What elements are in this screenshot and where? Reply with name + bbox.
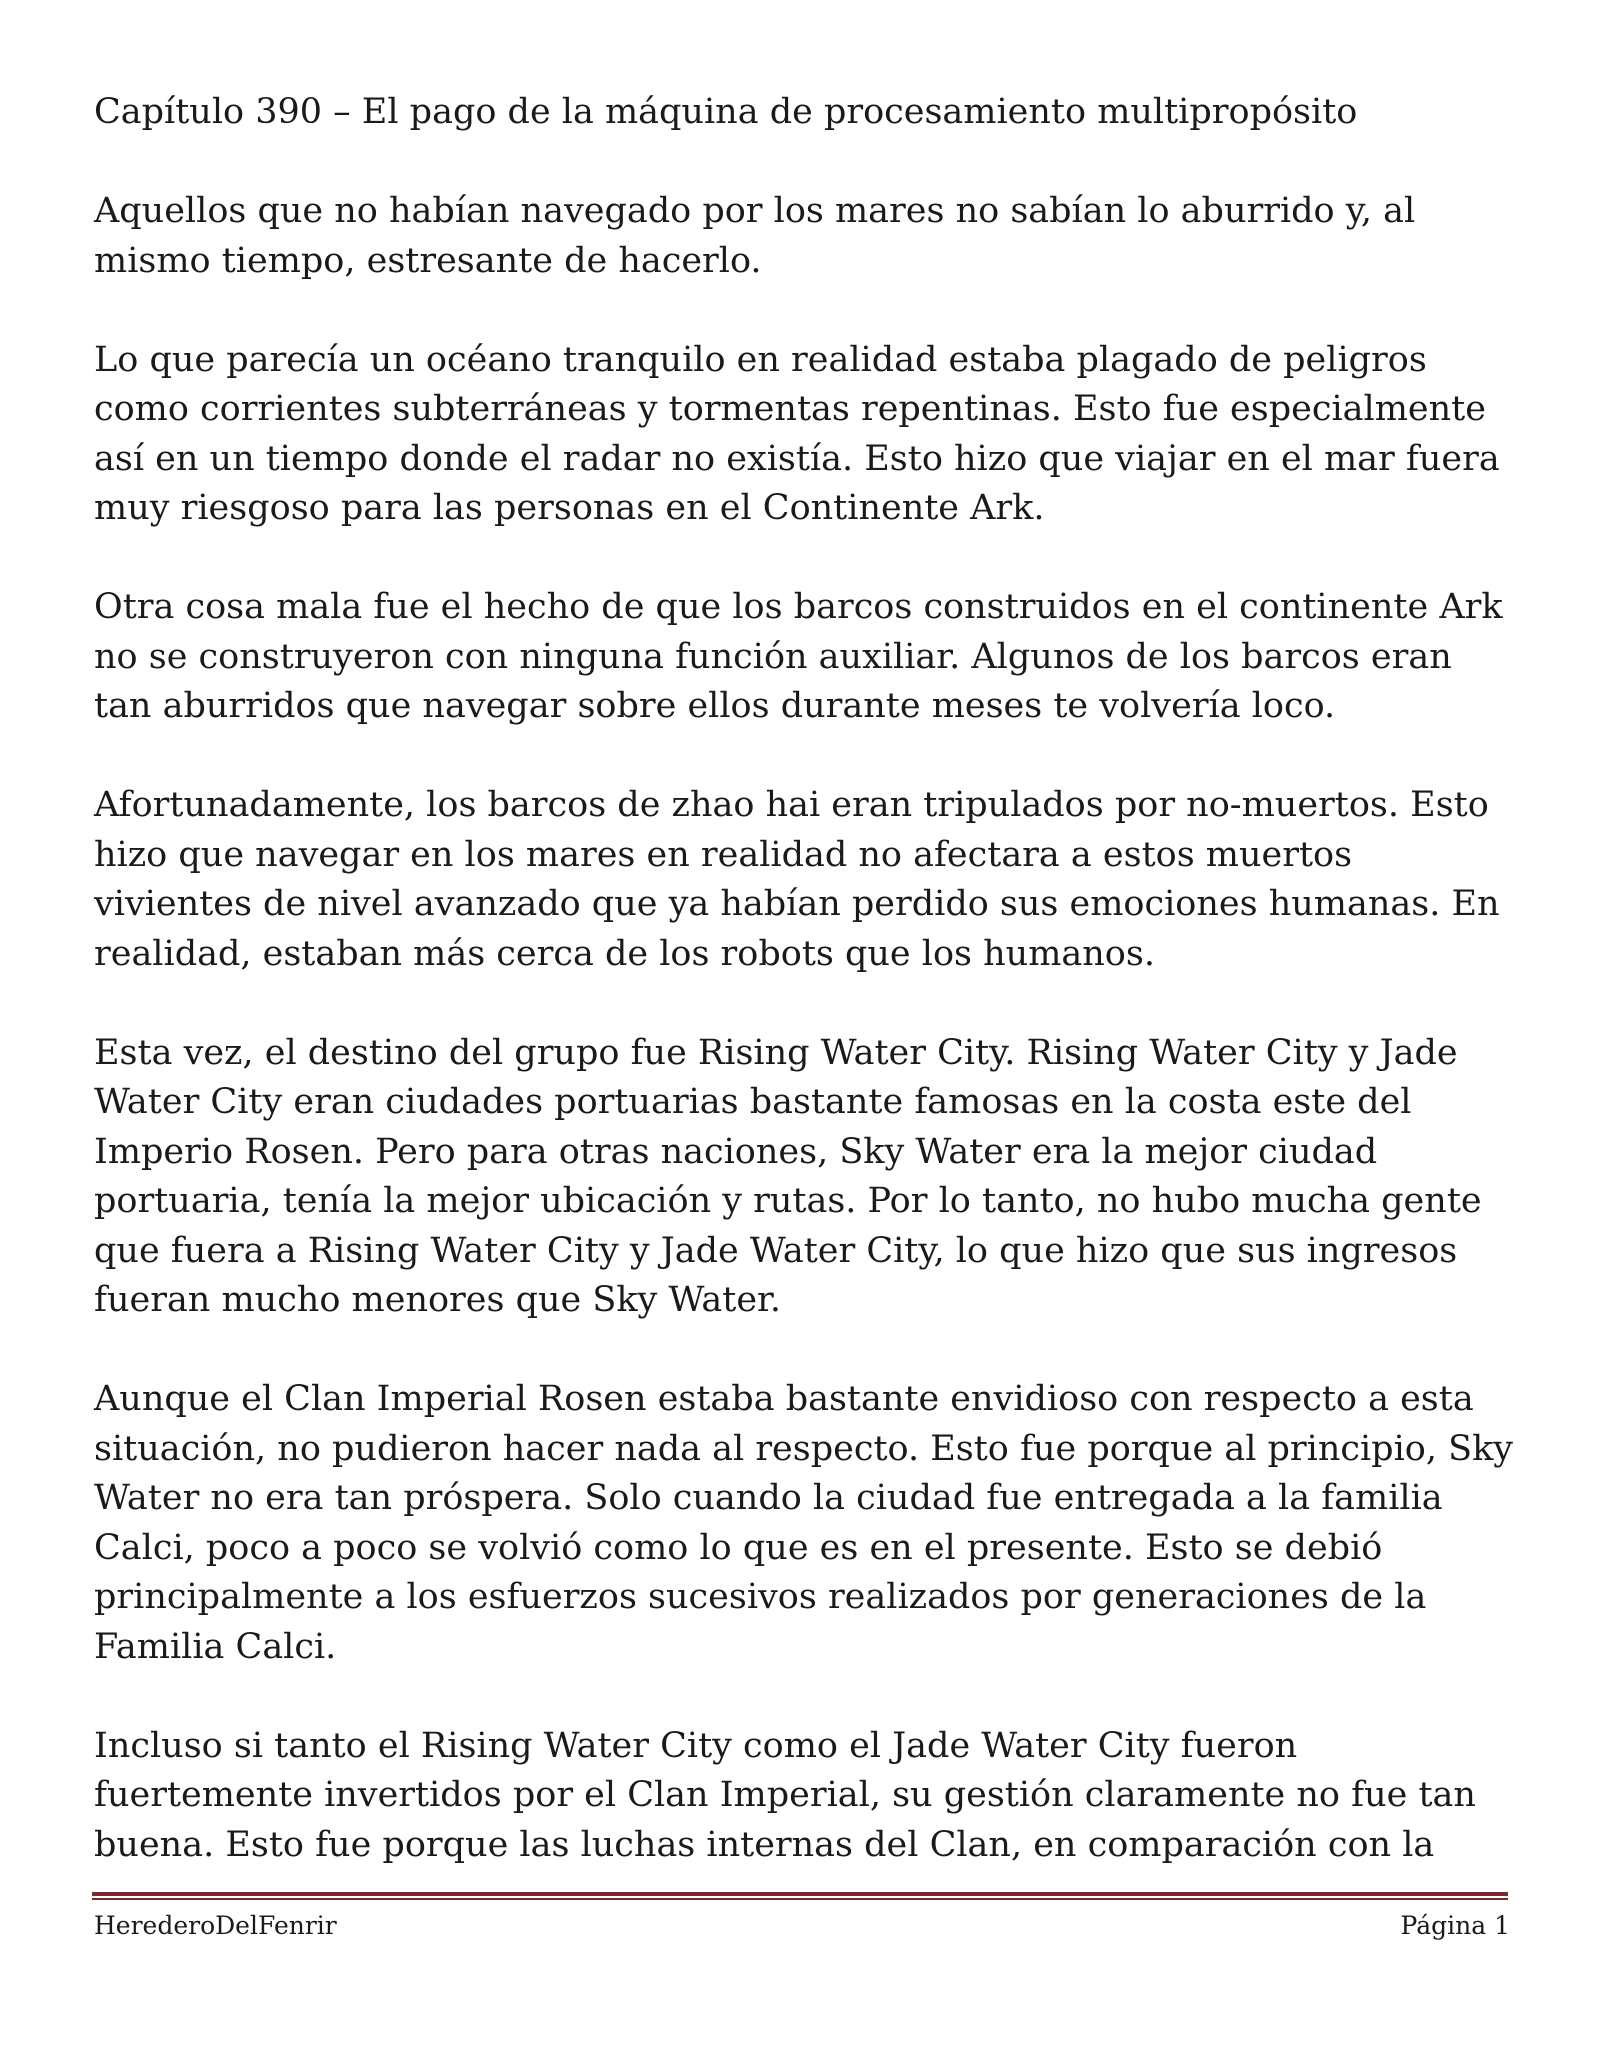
- paragraph-5: Esta vez, el destino del grupo fue Rising Water City. Rising Water City y Jade Water City eran ciudades portuarias bastante famosas en la costa este del Imperio Rosen. Pero para otras naciones, Sky Water era la mejor ciudad portuaria, tenía la mejor ubicación y rutas. Por lo tanto, no hubo mucha gente que fuera a Rising Water City y Jade Water City, lo que hizo que sus ingresos fueran mucho menores que Sky Water.: [94, 1032, 1482, 1320]
- paragraph-2: Lo que parecía un océano tranquilo en realidad estaba plagado de peligros como corrientes subterráneas y tormentas repentinas. Esto fue especialmente así en un tiempo donde el radar no existía. Esto hizo que viajar en el mar fuera muy riesgoso para las personas en el Continente Ark.: [94, 339, 1500, 528]
- paragraph-7: Incluso si tanto el Rising Water City como el Jade Water City fueron fuertemente invertidos por el Clan Imperial, su gestión claramente no fue tan buena. Esto fue porque las luchas internas del Clan, en comparación con la: [94, 1725, 1476, 1865]
- document-body: [94, 88, 1514, 1920]
- chapter-title: Capítulo 390 – El pago de la máquina de procesamiento multipropósito: [94, 92, 1358, 132]
- footer-divider-thin: [92, 1898, 1508, 1900]
- paragraph-1: Aquellos que no habían navegado por los mares no sabían lo aburrido y, al mismo tiempo, estresante de hacerlo.: [94, 191, 1416, 281]
- footer-divider: [92, 1892, 1508, 1899]
- footer-divider-thick: [92, 1892, 1508, 1896]
- footer-page-number: Página 1: [1400, 1911, 1510, 1940]
- footer-author: HerederoDelFenrir: [94, 1911, 337, 1940]
- paragraph-6: Aunque el Clan Imperial Rosen estaba bastante envidioso con respecto a esta situación, no pudieron hacer nada al respecto. Esto fue porque al principio, Sky Water no era tan próspera. Solo cuando la ciudad fue entregada a la familia Calci, poco a poco se volvió como lo que es en el presente. Esto se debió principalmente a los esfuerzos sucesivos realizados por generaciones de la Familia Calci.: [94, 1379, 1514, 1667]
- paragraph-4: Afortunadamente, los barcos de zhao hai eran tripulados por no-muertos. Esto hizo que navegar en los mares en realidad no afectara a estos muertos vivientes de nivel avanzado que ya habían perdido sus emociones humanas. En realidad, estaban más cerca de los robots que los humanos.: [94, 785, 1500, 974]
- paragraph-3: Otra cosa mala fue el hecho de que los barcos construidos en el continente Ark no se construyeron con ninguna función auxiliar. Algunos de los barcos eran tan aburridos que navegar sobre ellos durante meses te volvería loco.: [94, 587, 1503, 726]
- page-footer: [94, 1906, 1510, 1946]
